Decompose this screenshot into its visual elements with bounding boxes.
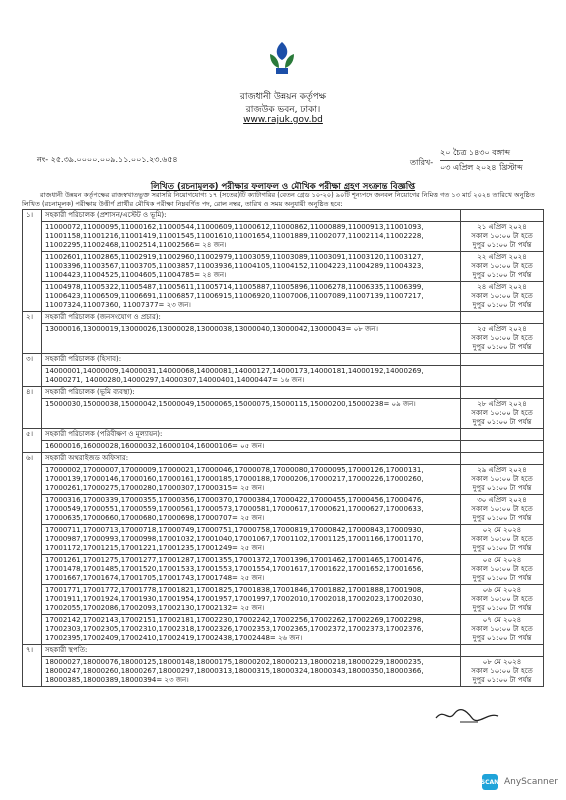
schedule-cell bbox=[461, 465, 544, 495]
table-row bbox=[23, 282, 544, 312]
roll-numbers: 17002142,17002143,17002151,17002181,17002230,17002242,17002256,17002262,17002269,17002298, 17002303,17002305,17002310,17002318,17002326,17002353,17002365,17002372,17002373,17002376, 17002395,17002409,17002410,17002419,17002438,17002448= ২৬ জন। bbox=[42, 615, 461, 645]
schedule-cell bbox=[461, 585, 544, 615]
post-category: সহকারী পরিচালক (প্রশাসন/এস্টেট ও ভূমি): bbox=[42, 210, 461, 222]
schedule-cell bbox=[461, 615, 544, 645]
schedule-cell bbox=[461, 324, 544, 354]
schedule-cell bbox=[461, 222, 544, 252]
watermark-label: AnyScanner bbox=[503, 777, 558, 787]
table-row bbox=[23, 399, 544, 429]
table-row bbox=[23, 324, 544, 354]
roll-numbers: 18000027,18000076,18000125,18000148,18000175,18000202,18000213,18000218,18000229,18000235, 18000247,18000260,18000267,18000297,18000313,18000315,18000324,18000343,18000350,18000366, 18000385,18000389,18000394= ২৩ জন। bbox=[42, 657, 461, 687]
schedule-cell bbox=[461, 453, 544, 465]
exam-time: সকাল ১০:০০ টা হতে দুপুর ০১:০০ টা পর্যন্ত bbox=[471, 262, 533, 279]
schedule-cell bbox=[461, 495, 544, 525]
post-category: সহকারী অথরাইজড অফিসার: bbox=[42, 453, 461, 465]
schedule-cell bbox=[461, 657, 544, 687]
exam-date: ২১ এপ্রিল ২০২৪ bbox=[477, 223, 527, 231]
post-category: সহকারী পরিচালক (ভূমি ব্যবস্থা): bbox=[42, 387, 461, 399]
table-row bbox=[23, 387, 544, 399]
serial-number: ৭। bbox=[23, 645, 42, 687]
serial-number: ২। bbox=[23, 312, 42, 354]
serial-number: ৫। bbox=[23, 429, 42, 453]
exam-time: সকাল ১০:০০ টা হতে দুপুর ০১:০০ টা পর্যন্ত bbox=[471, 667, 533, 684]
schedule-cell bbox=[461, 645, 544, 657]
schedule-cell bbox=[461, 441, 544, 453]
exam-date: ২৮ এপ্রিল ২০২৪ bbox=[477, 400, 527, 408]
exam-date: ০৫ মে ২০২৪ bbox=[482, 556, 522, 564]
rajuk-logo bbox=[262, 38, 302, 78]
exam-time: সকাল ১০:০০ টা হতে দুপুর ০১:০০ টা পর্যন্ত bbox=[471, 475, 533, 492]
roll-numbers: 11002601,11002865,11002919,11002960,11002979,11003059,11003089,11003091,11003120,11003127, 11003396,11003567,11003705,11003857,11003936,11004105,11004152,11004223,11004289,11004323, 11004423,11004525,11004605,11004785= ২৪ জন। bbox=[42, 252, 461, 282]
website-link[interactable]: www.rajuk.gov.bd bbox=[243, 115, 323, 125]
notice-body: রাজধানী উন্নয়ন কর্তৃপক্ষের রাজস্বখাতভুক্ত সরাসরি নিয়োগযোগ্য ১৭ (সতের)টি ক্যাটাগরির (বেতন গ্রেড ১০-২০) ৯০টি শূন্যপদে জনবল নিয়োগের নিমিত্ত গত ১৩ মার্চ ২০২৪ তারিখে অনুষ্ঠিত লিখিত (রচনামূলক) পরীক্ষায় উত্তীর্ণ প্রার্থীর মৌখিক পরীক্ষা নিম্নবর্ণিত পদ, রোল নম্বর, তারিখ ও সময় অনুযায়ী অনুষ্ঠিত হবে: bbox=[22, 191, 535, 208]
post-category: সহকারী পরিচালক (পরিবীক্ষণ ও মূল্যায়ন): bbox=[42, 429, 461, 441]
exam-date: ২৪ এপ্রিল ২০২৪ bbox=[477, 283, 527, 291]
table-row bbox=[23, 210, 544, 222]
table-row bbox=[23, 252, 544, 282]
interview-schedule-table bbox=[22, 209, 544, 687]
roll-numbers: 17000711,17000713,17000718,17000749,17000751,17000758,17000819,17000842,17000843,17000930, 17000987,17000993,17000998,17001032,17001040,17001067,17001102,17001125,17001166,17001170, 17001172,17001215,17001221,17001235,17001249= ২৫ জন। bbox=[42, 525, 461, 555]
schedule-cell bbox=[461, 555, 544, 585]
exam-date: ২২ এপ্রিল ২০২৪ bbox=[477, 253, 527, 261]
table-row bbox=[23, 585, 544, 615]
table-row bbox=[23, 555, 544, 585]
exam-time: সকাল ১০:০০ টা হতে দুপুর ০১:০০ টা পর্যন্ত bbox=[471, 565, 533, 582]
post-category: সহকারী পরিচালক (হিসাব): bbox=[42, 354, 461, 366]
date-english: ০৩ এপ্রিল ২০২৪ খ্রিস্টাব্দ bbox=[440, 160, 523, 175]
date-label: তারিখ- bbox=[410, 158, 434, 167]
table-row bbox=[23, 222, 544, 252]
table-row bbox=[23, 615, 544, 645]
exam-time: সকাল ১০:০০ টা হতে দুপুর ০১:০০ টা পর্যন্ত bbox=[471, 625, 533, 642]
exam-time: সকাল ১০:০০ টা হতে দুপুর ০১:০০ টা পর্যন্ত bbox=[471, 292, 533, 309]
exam-date: ২৫ এপ্রিল ২০২৪ bbox=[477, 325, 527, 333]
roll-numbers: 15000030,15000038,15000042,15000049,15000065,15000075,15000115,15000200,15000238= ০৯ জন। bbox=[42, 399, 461, 429]
serial-number: ৪। bbox=[23, 387, 42, 429]
table-row bbox=[23, 429, 544, 441]
anyscanner-watermark bbox=[482, 774, 558, 790]
exam-date: ২৯ এপ্রিল ২০২৪ bbox=[477, 466, 527, 474]
schedule-cell bbox=[461, 399, 544, 429]
exam-time: সকাল ১০:০০ টা হতে দুপুর ০১:০০ টা পর্যন্ত bbox=[471, 409, 533, 426]
serial-number: ৬। bbox=[23, 453, 42, 645]
exam-date: ০৬ মে ২০২৪ bbox=[482, 586, 522, 594]
schedule-cell bbox=[461, 210, 544, 222]
serial-number: ৩। bbox=[23, 354, 42, 387]
exam-time: সকাল ১০:০০ টা হতে দুপুর ০১:০০ টা পর্যন্ত bbox=[471, 595, 533, 612]
exam-time: সকাল ১০:০০ টা হতে দুপুর ০১:০০ টা পর্যন্ত bbox=[471, 334, 533, 351]
notice-title: লিখিত (রচনামূলক) পরীক্ষার ফলাফল ও মৌখিক পরীক্ষা গ্রহণ সংক্রান্ত বিজ্ঞপ্তি bbox=[150, 182, 416, 192]
schedule-cell bbox=[461, 525, 544, 555]
exam-time: সকাল ১০:০০ টা হতে দুপুর ০১:০০ টা পর্যন্ত bbox=[471, 505, 533, 522]
exam-date: ০৭ মে ২০২৪ bbox=[482, 616, 522, 624]
org-address: রাজউক ভবন, ঢাকা। bbox=[245, 105, 321, 115]
table-row bbox=[23, 354, 544, 366]
org-name: রাজধানী উন্নয়ন কর্তৃপক্ষ bbox=[239, 92, 327, 102]
date-bangla: ২০ চৈত্র ১৪৩০ বঙ্গাব্দ bbox=[440, 148, 510, 157]
roll-numbers: 16000016,16000028,16000032,16000104,16000106= ০৫ জন। bbox=[42, 441, 461, 453]
table-row bbox=[23, 657, 544, 687]
schedule-cell bbox=[461, 354, 544, 366]
schedule-cell bbox=[461, 312, 544, 324]
schedule-cell bbox=[461, 366, 544, 387]
exam-time: সকাল ১০:০০ টা হতে দুপুর ০১:০০ টা পর্যন্ত bbox=[471, 232, 533, 249]
exam-date: ০৮ মে ২০২৪ bbox=[482, 658, 522, 666]
serial-number: ১। bbox=[23, 210, 42, 312]
exam-date: ০২ মে ২০২৪ bbox=[482, 526, 522, 534]
table-row bbox=[23, 441, 544, 453]
exam-time: সকাল ১০:০০ টা হতে দুপুর ০১:০০ টা পর্যন্ত bbox=[471, 535, 533, 552]
roll-numbers: 11004978,11005322,11005487,11005611,11005714,11005887,11005896,11006278,11006335,11006399, 11006423,11006509,11006691,11006857,11006915,11006920,11007006,11007089,11007139,11007217, 11007324,11007360, 11007377= ২৩ জন। bbox=[42, 282, 461, 312]
post-category: সহকারী স্থপতি: bbox=[42, 645, 461, 657]
exam-date: ৩০ এপ্রিল ২০২৪ bbox=[477, 496, 527, 504]
table-row bbox=[23, 495, 544, 525]
roll-numbers: 17001261,17001275,17001277,17001287,17001355,17001372,17001396,17001462,17001465,17001476, 17001478,17001485,17001520,17001533,17001553,17001554,17001617,17001622,17001652,17001656, 17001667,17001674,17001705,17001743,17001748= ২৫ জন। bbox=[42, 555, 461, 585]
table-row bbox=[23, 525, 544, 555]
signature bbox=[432, 704, 502, 726]
schedule-cell bbox=[461, 387, 544, 399]
table-row bbox=[23, 465, 544, 495]
memo-number: নং- ২৫.৩৯.০০০০.০০৯.১১.০০১.২৩.৬৫৪ bbox=[37, 155, 178, 164]
table-row bbox=[23, 366, 544, 387]
post-category: সহকারী পরিচালক (জনসংযোগ ও প্রচার): bbox=[42, 312, 461, 324]
roll-numbers: 17001771,17001772,17001778,17001821,17001825,17001838,17001846,17001882,17001888,17001908, 17001911,17001924,17001930,17001954,17001957,17001997,17002010,17002018,17002023,17002030, 17002055,17002086,17002093,17002130,17002132= ২৫ জন। bbox=[42, 585, 461, 615]
schedule-cell bbox=[461, 282, 544, 312]
roll-numbers: 11000072,11000095,11000162,11000544,11000609,11000612,11000862,11000889,11000913,11001093, 11001158,11001216,11001419,11001545,11001610,11001654,11001889,11002077,11002114,11002228, 11002295,11002468,11002514,11002566= ২৪ জন। bbox=[42, 222, 461, 252]
roll-numbers: 17000002,17000007,17000009,17000021,17000046,17000078,17000080,17000095,17000126,17000131, 17000139,17000146,17000160,17000161,17000185,17000188,17000206,17000217,17000226,17000260, 17000261,17000275,17000280,17000307,17000315= ২৫ জন। bbox=[42, 465, 461, 495]
table-row bbox=[23, 453, 544, 465]
table-row bbox=[23, 645, 544, 657]
schedule-cell bbox=[461, 252, 544, 282]
roll-numbers: 14000001,14000009,14000031,14000068,14000081,14000127,14000173,14000181,14000192,14000269, 14000271, 14000280,14000297,14000307,14000401,14000447= ১৬ জন। bbox=[42, 366, 461, 387]
table-row bbox=[23, 312, 544, 324]
schedule-cell bbox=[461, 429, 544, 441]
roll-numbers: 17000316,17000339,17000355,17000356,17000370,17000384,17000422,17000455,17000456,17000476, 17000549,17000551,17000559,17000561,17000573,17000581,17000617,17000621,17000627,17000633, 17000635,17000660,17000680,17000698,17000707= ২৫ জন। bbox=[42, 495, 461, 525]
scan-icon: SCAN bbox=[482, 774, 498, 790]
roll-numbers: 13000016,13000019,13000026,13000028,13000038,13000040,13000042,13000043= ০৮ জন। bbox=[42, 324, 461, 354]
